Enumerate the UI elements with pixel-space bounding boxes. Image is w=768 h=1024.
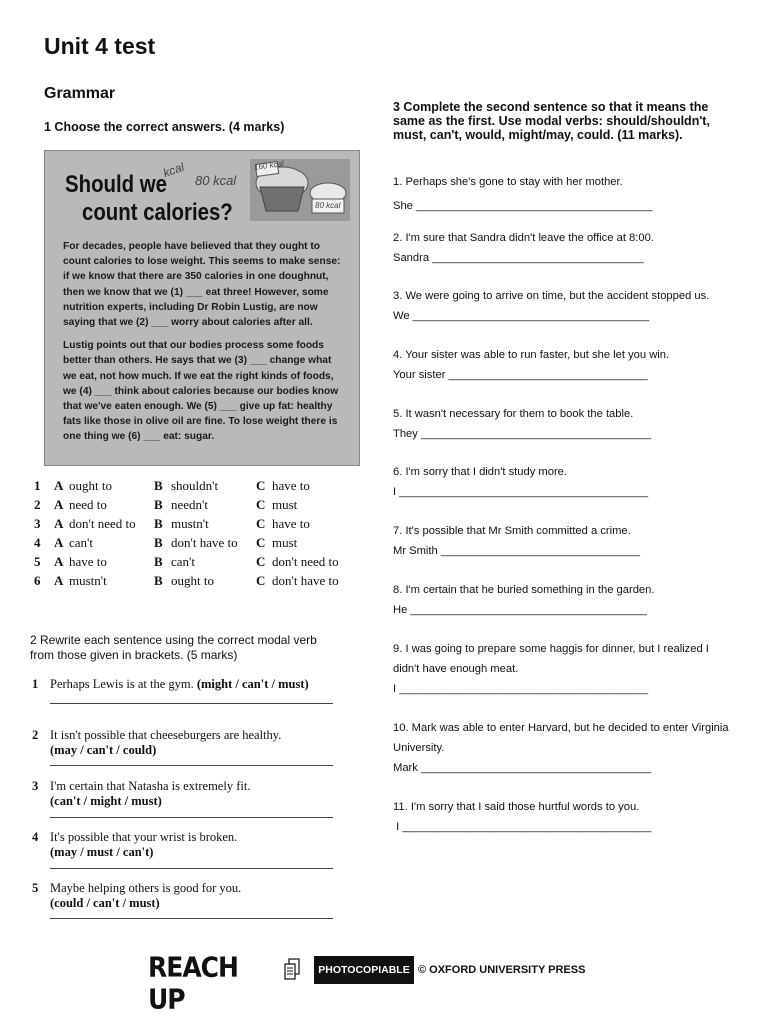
option-a[interactable]: have to [69,554,107,569]
kcal-label: kcal [161,159,187,181]
item-text [50,728,281,758]
option-letter: B [154,535,163,550]
q3-item [393,286,738,326]
q3-answer-line[interactable]: I ________________________________________ [393,683,649,695]
article-body [63,239,345,453]
option-b[interactable]: shouldn't [171,478,219,493]
option-c[interactable]: must [272,535,298,550]
q3-sentence: 7. It's possible that Mr Smith committed a crime. [393,525,631,537]
kcal-label: 80 kcal [315,201,341,210]
option-b[interactable]: don't have to [171,535,238,550]
reach-up-logo: REACH UP [148,951,238,1015]
q2-heading: 2 Rewrite each sentence using the correct modal verb from those given in brackets. (5 marks) [30,633,317,662]
option-letter: C [256,573,266,588]
q3-item [393,797,738,837]
item-sentence: It isn't possible that cheeseburgers are healthy. [50,728,282,742]
option-number: 5 [34,554,41,569]
item-choices: (may / can't / could) [50,743,157,757]
q3-answer-line[interactable]: Your sister ________________________________ [393,369,648,381]
option-number: 2 [34,497,41,512]
option-c[interactable]: have to [272,516,310,531]
item-text [50,830,237,860]
article-title-line2: count calories? [82,199,233,226]
q3-answer-line[interactable]: We ______________________________________ [393,310,650,322]
option-letter: C [256,516,266,531]
item-sentence: It's possible that your wrist is broken. [50,830,238,844]
section-heading: Grammar [44,85,116,102]
item-text [50,677,309,692]
item-sentence: Maybe helping others is good for you. [50,881,242,895]
option-letter: A [54,478,64,493]
q3-sentence: 6. I'm sorry that I didn't study more. [393,466,568,478]
option-c[interactable]: don't have to [272,573,339,588]
answer-line[interactable] [50,703,333,704]
option-number: 3 [34,516,41,531]
option-a[interactable]: ought to [69,478,112,493]
option-a[interactable]: don't need to [69,516,136,531]
option-c[interactable]: have to [272,478,310,493]
option-letter: B [154,478,163,493]
option-a[interactable]: mustn't [69,573,107,588]
option-b[interactable]: needn't [171,497,208,512]
option-letter: C [256,497,266,512]
q3-item [393,639,738,699]
option-letter: A [54,535,64,550]
q3-item [393,580,738,620]
item-sentence: Perhaps Lewis is at the gym. [50,677,197,691]
q3-sentence: 9. I was going to prepare some haggis for dinner, but I realized I didn't have enough meat. [393,643,709,675]
q3-answer-line[interactable]: I ________________________________________ [393,486,649,498]
answer-line[interactable] [50,817,333,818]
article-paragraph: For decades, people have believed that they ought to count calories to lose weight. This seems to make sense: if we know that there are 350 calories in one doughnut, then we know that we (1) ___ eat three! However, some nutrition experts, including Dr Robin Lustig, are now saying that we (2) ___ worry about calories after all. [63,241,341,329]
q2-item [32,677,342,728]
item-number: 2 [32,728,39,742]
q1-heading: 1 Choose the correct answers. (4 marks) [44,120,285,134]
q3-sentence: 4. Your sister was able to run faster, but she let you win. [393,349,670,361]
q3-answer-line[interactable]: I ________________________________________ [393,821,652,833]
option-letter: A [54,497,64,512]
option-b[interactable]: can't [171,554,195,569]
option-letter: B [154,497,163,512]
publisher-credit: © OXFORD UNIVERSITY PRESS [418,964,586,976]
q3-sentence: 10. Mark was able to enter Harvard, but he decided to enter Virginia University. [393,722,729,754]
item-number: 1 [32,677,39,691]
q3-list [393,172,738,837]
option-number: 1 [34,478,41,493]
q3-item [393,521,738,561]
q3-item [393,404,738,444]
option-b[interactable]: mustn't [171,516,209,531]
answer-line[interactable] [50,868,333,869]
item-sentence: I'm certain that Natasha is extremely fit. [50,779,251,793]
option-a[interactable]: can't [69,535,93,550]
q3-item [393,462,738,502]
kcal-label: 160 kcal [253,158,285,173]
item-choices: (could / can't / must) [50,896,160,910]
item-number: 5 [32,881,39,895]
q3-answer-line[interactable]: Mr Smith ________________________________ [393,545,640,557]
q3-sentence: 5. It wasn't necessary for them to book the table. [393,408,634,420]
option-letter: B [154,516,163,531]
article-title-line1: Should we [65,171,167,198]
option-letter: A [54,573,64,588]
option-c[interactable]: don't need to [272,554,339,569]
item-choices: (may / must / can't) [50,845,154,859]
q2-item [32,779,342,830]
q2-list [32,677,342,932]
answer-line[interactable] [50,765,333,766]
item-number: 3 [32,779,39,793]
option-letter: C [256,478,266,493]
item-choices: (might / can't / must) [196,677,309,691]
answer-line[interactable] [50,918,333,919]
option-number: 6 [34,573,41,588]
option-letter: C [256,535,266,550]
option-letter: A [54,516,64,531]
q3-item [393,172,738,216]
item-choices: (can't / might / must) [50,794,162,808]
q3-answer-line[interactable]: Mark _____________________________________ [393,762,652,774]
item-number: 4 [32,830,39,844]
q3-answer-line[interactable]: They _____________________________________ [393,428,652,440]
q3-item [393,345,738,385]
option-a[interactable]: need to [69,497,107,512]
q2-item [32,830,342,881]
photocopiable-badge: PHOTOCOPIABLE [314,956,414,984]
option-c[interactable]: must [272,497,298,512]
q3-answer-line[interactable]: He ______________________________________ [393,604,647,616]
photocopy-icon [284,958,300,980]
q3-sentence: 8. I'm certain that he buried something in the garden. [393,584,655,596]
item-text [50,779,250,809]
option-letter: B [154,554,163,569]
option-letter: C [256,554,266,569]
kcal-label: 80 kcal [195,173,237,188]
q3-heading: 3 Complete the second sentence so that it means the same as the first. Use modal verbs: should/shouldn't, must, can't, would, might/may, could. (11 marks). [393,100,710,142]
q3-sentence: 2. I'm sure that Sandra didn't leave the office at 8:00. [393,232,654,244]
q3-answer-line[interactable]: She ______________________________________ [393,200,653,212]
article-paragraph: Lustig points out that our bodies process some foods better than others. He says that we (3) ___ change what we eat, not how much. If we eat the right kinds of foods, we (4) ___ think about calories because our bodies know that we've eaten enough. We (5) ___ give up fat: healthy fats like those in olive oil are fine. To lose weight there is one thing we (6) ___ eat: sugar. [63,340,339,443]
q3-sentence: 1. Perhaps she's gone to stay with her mother. [393,176,623,188]
article-image [44,150,360,466]
option-number: 4 [34,535,41,550]
q3-item [393,228,738,268]
q2-item [32,728,342,779]
q3-sentence: 11. I'm sorry that I said those hurtful words to you. [393,801,640,813]
q3-answer-line[interactable]: Sandra __________________________________ [393,252,644,264]
option-letter: B [154,573,163,588]
option-letter: A [54,554,64,569]
q3-sentence: 3. We were going to arrive on time, but the accident stopped us. [393,290,710,302]
q2-item [32,881,342,932]
q3-item [393,718,738,778]
page-title: Unit 4 test [44,33,156,59]
item-text [50,881,241,911]
option-b[interactable]: ought to [171,573,214,588]
